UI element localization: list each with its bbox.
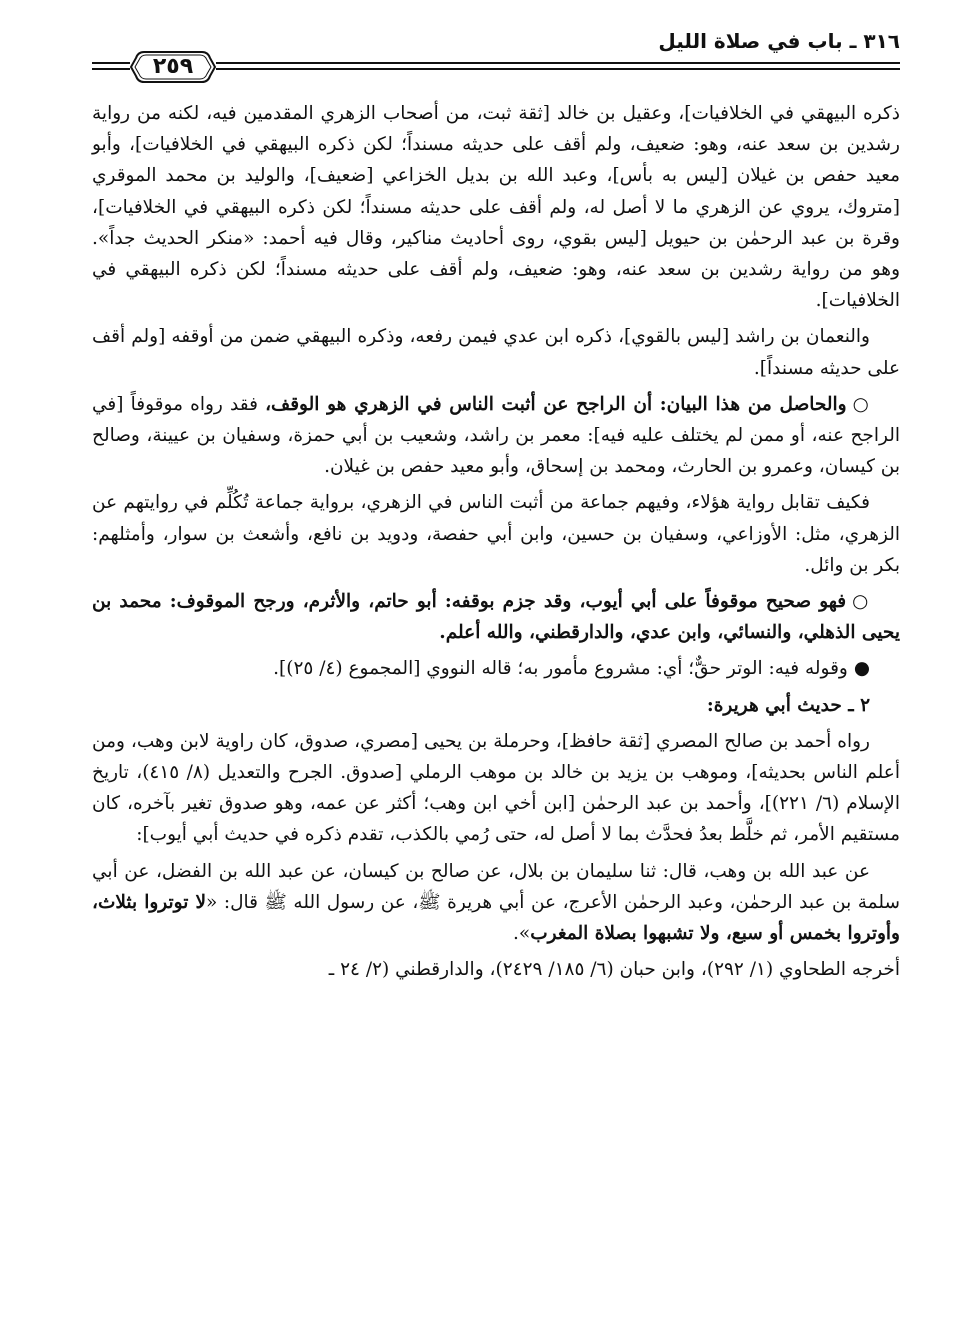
note-text: وقوله فيه: الوتر حقٌّ؛ أي: مشروع مأمور به؛ قاله النووي [المجموع (٤/ ٢٥)].: [273, 658, 848, 680]
conclusion-bold-text: والحاصل من هذا البيان: أن الراجح عن أثبت الناس في الزهري هو الوقف،: [265, 393, 847, 415]
verdict-paragraph: [92, 586, 900, 648]
hadith-matn: لا توتروا بثلاث، وأوتروا بخمس أو سبع، ولا تشبهوا بصلاة المغرب: [92, 891, 900, 945]
circle-bullet-icon: ○: [852, 591, 870, 613]
filled-bullet-icon: ●: [853, 658, 870, 680]
paragraph: فكيف تقابل رواية هؤلاء، وفيهم جماعة من أثبت الناس في الزهري، برواية جماعة تُكُلِّم في روايتهم عن الزهري، مثل: الأوزاعي، وسفيان بن حسين، وابن أبي حفصة، ودويد بن نافع، وأشعث بن سوار، وأمثلهم: بكر بن وائل.: [92, 492, 900, 576]
isnad-text: عن عبد الله بن وهب، قال: ثنا سليمان بن بلال، عن صالح بن كيسان، عن عبد الله بن الفضل، عن أبي سلمة بن عبد الرحمٰن، وعبد الرحمٰن الأعرج، عن أبي هريرة ﷺ، عن رسول الله ﷺ قال: «: [92, 860, 900, 913]
header-rule: [216, 68, 900, 70]
hadith-paragraph: [92, 856, 900, 950]
conclusion-paragraph: [92, 389, 900, 483]
paragraph: رواه أحمد بن صالح المصري [ثقة حافظ]، وحرملة بن يحيى [مصري، صدوق، كان راوية لابن وهب، ومن أعلم الناس بحديثه]، وموهب بن يزيد بن خالد بن موهب الرملي [صدوق. الجرح والتعديل (٨/ ٤١٥)، تاريخ الإسلام (٦/ ٢٢١)]، وأحمد بن عبد الرحمٰن [ابن أخي ابن وهب؛ أكثر عن عمه، وهو صدوق تغير بآخره، كان مستقيم الأمر، ثم خلَّط بعدُ فحدَّث بما لا أصل له، حتى رُمي بالكذب، تقدم ذكره في حديث أبي أيوب]:: [92, 730, 900, 846]
section-heading: ٢ ـ حديث أبي هريرة:: [706, 694, 870, 716]
paragraph: ذكره البيهقي في الخلافيات]، وعقيل بن خالد [ثقة ثبت، من أصحاب الزهري المقدمين فيه، لكنه من رواية رشدين بن سعد عنه، وهو: ضعيف، ولم أقف على حديثه مسنداً؛ لكن ذكره البيهقي في الخلافيات]، وأبو معيد حفص بن غيلان [ليس به بأس]، وعبد الله بن بديل الخزاعي [ضعيف]، والوليد بن محمد الموقري [متروك، يروي عن الزهري ما لا أصل له، ولم أقف على حديثه مسنداً؛ لكن ذكره البيهقي في الخلافيات]، وقرة بن عبد الرحمٰن بن حيويل [ليس بقوي، روى أحاديث مناكير، وقال فيه أحمد: «منكر الحديث جداً». وهو من رواية رشدين بن سعد عنه، وهو: ضعيف، ولم أقف على حديثه مسنداً؛ لكن ذكره البيهقي في الخلافيات].: [92, 103, 901, 312]
takhrij-paragraph: أخرجه الطحاوي (١/ ٢٩٢)، وابن حبان (٦/ ١٨٥/ ٢٤٢٩)، والدارقطني (٢/ ٢٤ ـ: [328, 959, 900, 981]
page-number-frame: [130, 50, 216, 84]
quote-close: ».: [513, 923, 531, 945]
header-rule: [216, 62, 900, 64]
conclusion-text: فقد رواه موقوفاً [في الراجح عنه، أو ممن لم يختلف عليه فيه]: معمر بن راشد، وشعيب بن أبي حمزة، وسفيان بن عيينة، وصالح بن كيسان، وعمرو بن الحارث، ومحمد بن إسحاق، وأبو معيد حفص بن غيلان.: [92, 393, 900, 478]
paragraph: والنعمان بن راشد [ليس بالقوي]، ذكره ابن عدي فيمن رفعه، وذكره البيهقي ضمن من أوقفه [ولم أقف على حديثه مسنداً].: [92, 326, 900, 379]
running-title: ٣١٦ ـ باب في صلاة الليل: [658, 29, 900, 53]
page-header: [92, 28, 900, 88]
note-paragraph: [92, 653, 900, 684]
verdict-text: فهو صحيح موقوفاً على أبي أيوب، وقد جزم بوقفه: أبو حاتم، والأثرم، ورجح الموقوف: محمد بن يحيى الذهلي، والنسائي، وابن عدي، والدارقطني، والله أعلم.: [92, 591, 900, 644]
header-rule: [92, 62, 130, 64]
page-number: ٢٥٩: [152, 54, 194, 79]
header-rule: [92, 68, 130, 70]
page-body: [92, 98, 900, 990]
circle-bullet-icon: ○: [852, 393, 870, 415]
